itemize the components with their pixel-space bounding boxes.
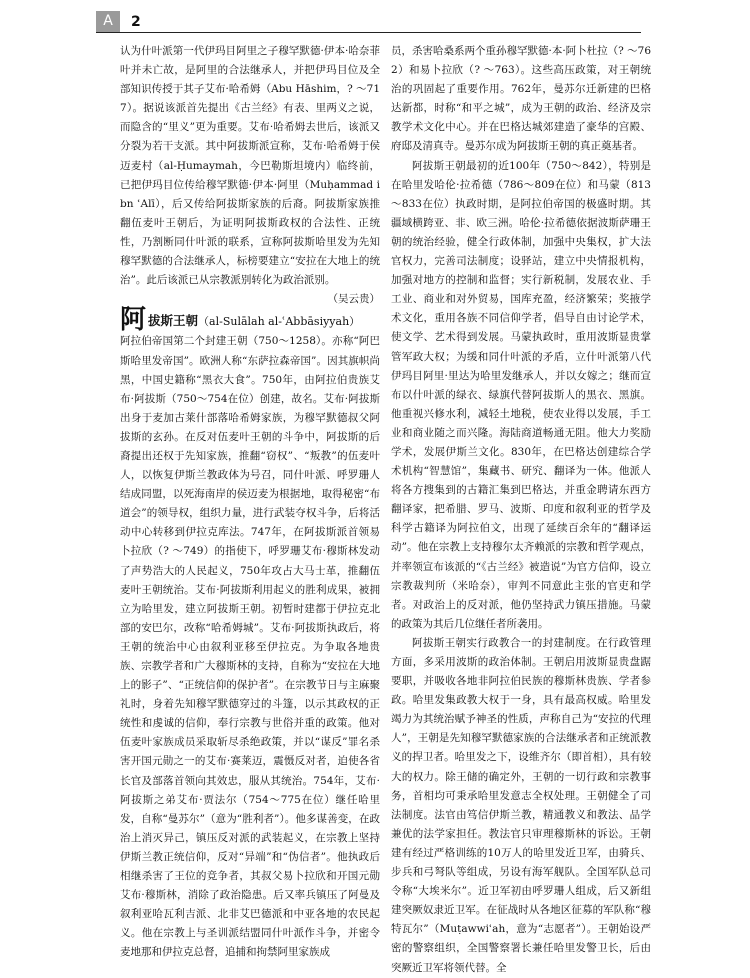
entry-head-title: 拔斯王朝	[148, 313, 199, 329]
entry-head-initial: 阿	[120, 305, 147, 336]
entry-head-latin: （al-Sulālah al-ʿAbbāsiyyah）	[198, 315, 361, 329]
left-column	[120, 42, 380, 963]
continuation-text: 认为什叶派第一代伊玛目阿里之子穆罕默德·伊本·哈奈菲叶并未亡故，是阿里的合法继承人，并把伊玛目位及全部知识传授于其子艾布·哈希姆（Abu Hāshim，? ～717）。据说该派首先提出《古兰经》有表、里两义之说，而隐含的“里义”更为重要。艾布·哈希姆去世后，该派又分裂为若干支派。其中阿拔斯派宣称，艾布·哈希姆于侯迈麦村（al-Ḥumaymah，今巴勒斯坦境内）临终前，已把伊玛目位传给穆罕默德·伊本·阿里（Muḥammad ibn ʿAlī），后又传给阿拔斯家族的后裔。阿拔斯家族推翻伍麦叶王朝后，为证明阿拔斯政权的合法性、正统性，乃割断同什叶派的联系，宣称阿拔斯哈里发为先知穆罕默德的合法继承人，标榜要建立“安拉在大地上的统治”。此后该派已从宗教派别转化为政治派别。	[120, 45, 380, 287]
entry-body-paragraph: 阿拉伯帝国第二个封建王朝（750～1258）。亦称“阿巴斯哈里发帝国”。欧洲人称“东萨拉森帝国”。因其旗帜尚黑，中国史籍称“黑衣大食”。750年，由阿拉伯贵族艾布·阿拔斯（750～754在位）创建，故名。艾布·阿拔斯出身于麦加古莱什部落哈希姆家族，为穆罕默德叔父阿拔斯的玄孙。在反对伍麦叶王朝的斗争中，阿拔斯的后裔提出还权于先知家族，推翻“窃权”、“叛教”的伍麦叶人，以恢复伊斯兰教政体为号召，同什叶派、呼罗珊人结成同盟，以死海南岸的侯迈麦为根据地，取得秘密“布道会”的领导权，组织力量，进行武装夺权斗争，后将活动中心转移到伊拉克库法。747年，在阿拔斯派首领易卜拉欣（? ～749）的指使下，呼罗珊艾布·穆斯林发动了声势浩大的人民起义，750年攻占大马士革，推翻伍麦叶王朝统治。艾布·阿拔斯利用起义的胜利成果，被拥立为哈里发，建立阿拔斯王朝。初暂时建都于伊拉克北部的安巴尔，改称“哈希姆城”。艾布·阿拔斯执政后，将王朝的统治中心由叙利亚移至伊拉克。为争取各地贵族、宗教学者和广大穆斯林的支持，自称为“安拉在大地上的影子”、“正统信仰的保护者”。在宗教节日与主麻聚礼时，身着先知穆罕默德穿过的斗篷，以示其政权的正统性和虔诚的信仰，奉行宗教与世俗并重的政策。他对伍麦叶家族成员采取斩尽杀绝政策，并以“谋反”罪名杀害开国元勋之一的艾布·赛莱迈，震慑反对者，迫使各省长官及部落首领向其效忠，服从其统治。754年，艾布·阿拔斯之弟艾布·贾法尔（754～775在位）继任哈里发，自称“曼苏尔”（意为“胜利者”）。他多谋善变，在政治上消灭异己，镇压反对派的武装起义，在宗教上坚持伊斯兰教正统信仰，反对“异端”和“伪信者”。他执政后相继杀害了王位的竞争者，其叔父易卜拉欣和开国元勋艾布·穆斯林，消除了政治隐患。后又率兵镇压了阿曼及叙利亚哈瓦利吉派、北非艾巴德派和中亚各地的农民起义。他在宗教上与圣训派结盟同什叶派作斗争，并密令麦地那和伊拉克总督，追捕和拘禁阿里家族成	[120, 335, 380, 959]
entry-heading	[120, 305, 380, 336]
section-letter-tab: A	[96, 11, 120, 32]
right-paragraph-3: 阿拔斯王朝实行政教合一的封建制度。在行政管理方面，多采用波斯的政治体制。王朝启用波斯显贵盘踞要职，并吸收各地非阿拉伯民族的穆斯林贵族、学者参政。哈里发集政教大权于一身，具有最高权威。哈里发竭力为其统治赋予神圣的性质，声称自己为“安拉的代理人”，王朝是先知穆罕默德家族的合法继承者和正统派教义的捍卫者。哈里发之下，设维齐尔（即首相），具有较大的权力。除王储的确定外，王朝的一切行政和宗教事务，首相均可秉承哈里发意志全权处理。王朝健全了司法制度。法官由笃信伊斯兰教，精通教义和教法、品学兼优的法学家担任。教法官只审理穆斯林的诉讼。王朝建有经过严格训练的10万人的哈里发近卫军，由骑兵、步兵和弓弩队等组成，另设有海军舰队。全国军队总司令称“大埃米尔”。近卫军初由呼罗珊人组成，后又新组建突厥奴隶近卫军。在征战时从各地区征募的军队称“穆特瓦尔”（Muṭawwiʿah，意为“志愿者”）。王朝始设严密的警察组织，全国警察署长兼任哈里发警卫长，后由突厥近卫军将领代替。全	[391, 636, 651, 974]
continuation-paragraph	[120, 42, 380, 306]
header-rule	[96, 32, 641, 33]
page-number: 2	[131, 14, 141, 30]
continuation-author: （吴云贵）	[327, 293, 380, 306]
right-paragraph-1: 员，杀害哈桑系两个重孙穆罕默德·本·阿卜杜拉（? ～762）和易卜拉欣（? ～763）。这些高压政策，对王朝统治的巩固起了重要作用。762年，曼苏尔迁新建的巴格达新都，时称“和平之城”，成为王朝的政治、经济及宗教学术文化中心。并在巴格达城郊建造了豪华的宫殿、府邸及清真寺。曼苏尔成为阿拔斯王朝的真正奠基者。	[391, 45, 652, 153]
right-column	[391, 42, 651, 978]
right-paragraph-2: 阿拔斯王朝最初的近100年（750～842），特别是在哈里发哈伦·拉希德（786～809在位）和马蒙（813～833在位）执政时期，是阿拉伯帝国的极盛时期。其疆域横跨亚、非、欧三洲。哈伦·拉希德依据波斯萨珊王朝的统治经验，健全行政体制，加强中央集权，扩大法官权力，完善司法制度；设驿站，建立中央情报机构，加强对地方的控制和监督；实行新税制，发展农业、手工业、商业和对外贸易，国库充盈，经济繁荣；奖掖学术文化，重用各族不同信仰学者，倡导自由讨论学术，使文学、艺术得到发展。马蒙执政时，重用波斯显贵掌管军政大权；为缓和同什叶派的矛盾，立什叶派第八代伊玛目阿里·里达为哈里发继承人，并以女嫁之；继而宣布以什叶派的绿衣、绿旗代替阿拔斯人的黑衣、黑旗。他重视兴修水利，减轻土地税，使农业得以发展，手工业和商业随之而兴隆。海陆商道畅通无阻。他大力奖励学术，发展伊斯兰文化。830年，在巴格达创建综合学术机构“智慧馆”，集藏书、研究、翻译为一体。他派人将各方搜集到的古籍汇集到巴格达，并重金聘请东西方翻译家，把希腊、罗马、波斯、印度和叙利亚的哲学及科学古籍译为阿拉伯文，出现了延续百余年的“翻译运动”。他在宗教上支持穆尔太齐赖派的宗教和哲学观点，并率领宣布该派的“《古兰经》被造说”为官方信仰，设立宗教裁判所（米哈奈），审判不同意此主张的官吏和学者。对政治上的反对派，他仍坚持武力镇压措施。马蒙的政策为其后几位继任者所袭用。	[391, 159, 651, 630]
